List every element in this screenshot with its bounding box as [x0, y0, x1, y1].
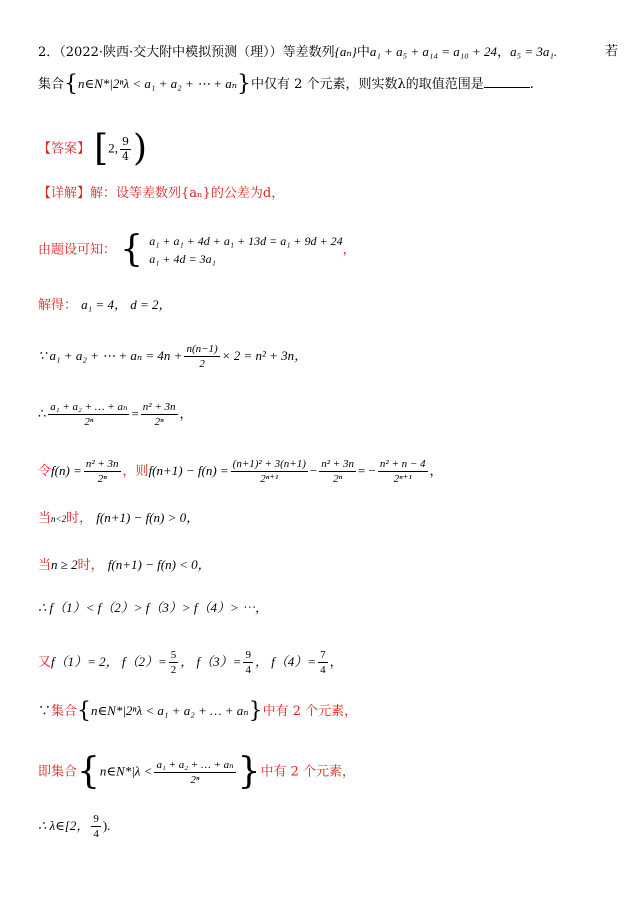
- f3-fraction: [243, 648, 253, 677]
- ratio-numerator: a₁ + a₂ + … + aₙ: [50, 401, 128, 413]
- set-2-line: [38, 751, 356, 792]
- diff-denominator-2: 2ⁿ: [333, 473, 343, 485]
- set-2-right-brace: }: [237, 751, 261, 792]
- question-text: 中仅有 2 个元素，则实数λ的取值范围是: [251, 77, 484, 92]
- problem-stem-b: 中: [356, 45, 370, 60]
- case-2-line: [38, 557, 211, 574]
- final-denominator: 4: [93, 828, 99, 840]
- final-postfix: ).: [102, 818, 111, 833]
- left-brace: {: [64, 71, 79, 97]
- case-1-time: 时，: [66, 511, 93, 526]
- set-2-prefix: n∈N*|λ <: [99, 763, 153, 779]
- set-word: 集合: [38, 77, 65, 92]
- problem-line-1: [38, 44, 619, 61]
- condition-2: a₅ = 3a₁.: [510, 44, 558, 59]
- final-fraction: [91, 812, 101, 841]
- system-brace: {: [120, 229, 144, 270]
- case-2-time: 时，: [77, 558, 104, 573]
- answer-right-paren: ): [132, 128, 147, 169]
- set-2-word: 即集合: [38, 764, 78, 780]
- answer-left-bracket: [: [94, 128, 109, 169]
- sum-line: [38, 342, 307, 371]
- ratio-numerator-2: n² + 3n: [142, 401, 176, 413]
- condition-1: a₁ + a₅ + a₁₄ = a₁₀ + 24: [369, 44, 498, 59]
- values-line: [38, 648, 343, 677]
- problem-ruo: 若: [605, 44, 619, 59]
- because-symbol: ∵: [38, 704, 52, 719]
- f4-numerator: 7: [320, 649, 326, 661]
- problem-stem: 等差数列: [282, 45, 335, 60]
- order-line: [38, 600, 268, 617]
- equation-system: [147, 232, 342, 268]
- f4-denominator: 4: [320, 664, 326, 676]
- f-fraction: [84, 457, 121, 486]
- f3-denominator: 4: [245, 664, 251, 676]
- set-2-left-brace: {: [77, 751, 100, 792]
- solve-label: 解得：: [38, 298, 78, 313]
- answer-lower: 2,: [108, 140, 118, 156]
- sum-postfix: × 2 = n² + 3n，: [221, 348, 308, 363]
- diff-denominator-1: 2ⁿ⁺¹: [260, 473, 279, 485]
- set-1-line: [38, 698, 358, 724]
- minus-sign: −: [309, 463, 318, 478]
- f-definition: f(n) =: [51, 463, 82, 478]
- condition-label: 由题设可知：: [38, 242, 117, 258]
- answer-line: [38, 128, 147, 169]
- final-line: [38, 812, 110, 841]
- f2-denominator: 2: [170, 664, 177, 676]
- answer-blank: [484, 77, 530, 88]
- f-values-3: ， f（3）=: [180, 654, 242, 669]
- case-1-when: 当: [38, 511, 52, 526]
- solve-values: a₁ = 4， d = 2，: [81, 297, 172, 312]
- f-definition-line: [38, 457, 443, 486]
- detail-intro: [38, 186, 284, 202]
- case-2-condition: n ≥ 2: [51, 557, 78, 572]
- equals-minus: = −: [357, 463, 376, 478]
- f3-numerator: 9: [245, 649, 251, 661]
- diff-fraction-3: [378, 457, 428, 486]
- case-2-inequality: f(n+1) − f(n) < 0，: [107, 557, 211, 572]
- f-denominator: 2ⁿ: [97, 473, 107, 485]
- right-brace: }: [237, 71, 252, 97]
- condition-system: [38, 229, 356, 270]
- answer-fraction: [120, 135, 131, 164]
- ratio-line: [38, 400, 193, 429]
- case-1-line: [38, 510, 199, 527]
- diff-fraction-2: [319, 457, 356, 486]
- set-1-word: 集合: [51, 704, 78, 719]
- diff-fraction-1: [231, 457, 308, 486]
- equation-1: a₁ + a₁ + 4d + a₁ + 13d = a₁ + 9d + 24: [149, 234, 343, 248]
- values-end: ，: [329, 655, 343, 670]
- final-numerator: 9: [93, 813, 99, 825]
- separator: ，: [497, 45, 511, 60]
- set-1-right-brace: }: [248, 698, 263, 724]
- end-period: .: [529, 77, 534, 92]
- detail-label: 【详解】解：: [38, 186, 117, 201]
- diff-numerator-2: n² + 3n: [321, 458, 354, 470]
- ratio-fraction: [48, 400, 129, 429]
- solve-line: [38, 297, 171, 314]
- diff-numerator-3: n² + n − 4: [379, 458, 426, 470]
- sum-denominator: 2: [199, 358, 205, 370]
- answer-numerator: 9: [121, 134, 129, 148]
- set-definition: n∈N*|2ⁿλ < a₁ + a₂ + ⋯ + aₙ: [78, 76, 238, 91]
- answer-label: 【答案】: [38, 141, 91, 157]
- f-values-1: f（1）= 2， f（2）=: [51, 654, 167, 669]
- f-values-4: ， f（4）=: [254, 654, 317, 669]
- sum-prefix: ∵ a₁ + a₂ + ⋯ + aₙ = 4n +: [38, 348, 183, 363]
- problem-number: 2．: [38, 45, 60, 60]
- ratio-denominator: 2ⁿ: [84, 416, 94, 428]
- then-word: ，则: [122, 464, 149, 479]
- therefore-symbol: ∴: [38, 407, 47, 422]
- detail-intro-text: 设等差数列{aₙ}的公差为d，: [116, 186, 285, 201]
- problem-line-2: [38, 71, 534, 97]
- final-prefix: ∴ λ∈[2，: [38, 818, 90, 833]
- let-word: 令: [38, 464, 52, 479]
- ratio-end: ，: [179, 407, 193, 422]
- ratio-equals: =: [131, 406, 139, 421]
- set-1-conclusion: 中有 2 个元素，: [262, 704, 358, 719]
- problem-source: （2022·陕西·交大附中模拟预测（理））: [59, 45, 283, 60]
- sum-fraction: [184, 342, 219, 371]
- f2-fraction: [169, 648, 179, 677]
- case-1-inequality: f(n+1) − f(n) > 0，: [96, 510, 200, 525]
- diff-denominator-3: 2ⁿ⁺¹: [393, 473, 412, 485]
- monotone-order: ∴ f（1）< f（2）> f（3）> f（4）> ⋯，: [38, 600, 269, 615]
- set-1-definition: n∈N*|2ⁿλ < a₁ + a₂ + … + aₙ: [91, 703, 249, 718]
- ratio-denominator-2: 2ⁿ: [154, 416, 164, 428]
- set-2-conclusion: 中有 2 个元素，: [260, 764, 356, 780]
- ratio-fraction-2: [141, 400, 178, 429]
- system-end: ，: [342, 242, 356, 258]
- sequence-notation: {aₙ}: [334, 44, 357, 59]
- answer-denominator: 4: [121, 149, 129, 163]
- f-difference: f(n+1) − f(n) =: [148, 463, 229, 478]
- set-2-numerator: a₁ + a₂ + … + aₙ: [156, 758, 234, 771]
- set-2-fraction: [154, 758, 235, 787]
- f-numerator: n² + 3n: [85, 458, 119, 470]
- sum-numerator: n(n−1): [186, 343, 218, 355]
- case-1-condition: n<2: [51, 514, 67, 524]
- set-1-left-brace: {: [77, 698, 92, 724]
- set-2-denominator: 2ⁿ: [190, 773, 200, 786]
- f4-fraction: [318, 648, 328, 677]
- diff-numerator-1: (n+1)² + 3(n+1): [232, 458, 306, 470]
- case-2-when: 当: [38, 558, 52, 573]
- also-word: 又: [38, 655, 52, 670]
- equation-2: a₁ + 4d = 3a₁: [149, 252, 216, 266]
- f-end: ，: [429, 464, 443, 479]
- f2-numerator: 5: [170, 649, 177, 661]
